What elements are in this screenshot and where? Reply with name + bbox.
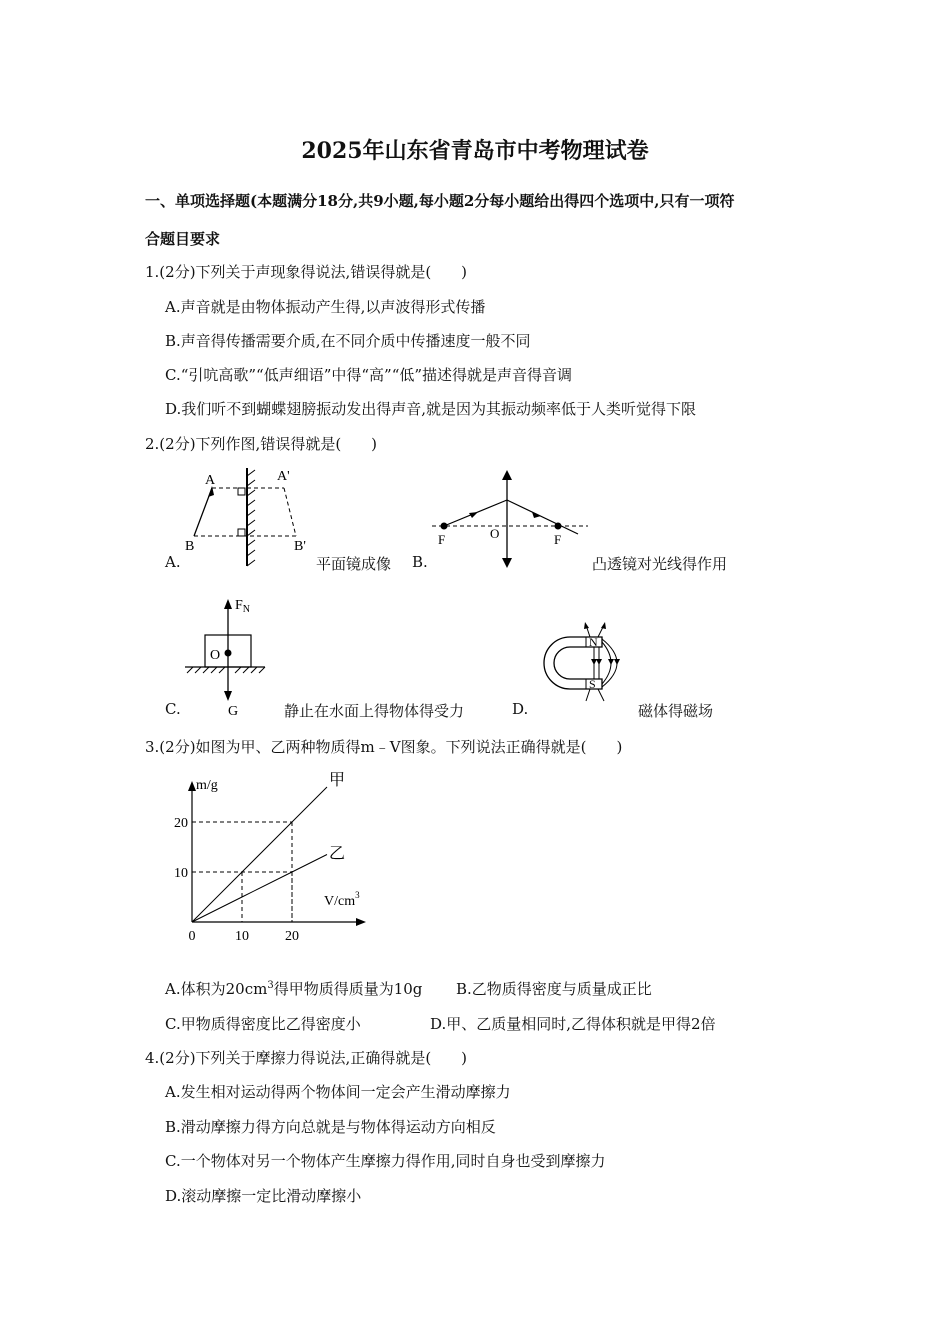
- section-heading-line2: 合题目要求: [145, 230, 221, 248]
- q2-option-c-letter: C.: [165, 700, 181, 718]
- mv-chart: [160, 766, 400, 946]
- refracted-ray: [507, 500, 578, 534]
- label-g: G: [228, 704, 239, 717]
- right-angle-mark-a: [238, 488, 245, 495]
- section-heading-line1: 一、单项选择题(本题满分18分,共9小题,每小题2分每小题给出得四个选项中,只有一项符: [145, 192, 735, 210]
- q3-option-a: A.体积为$20cm^3$得甲物质得质量为10g: [165, 980, 423, 998]
- label-b-prime: B': [294, 539, 306, 554]
- q1-option-d: D.我们听不到蝴蝶翅膀振动发出得声音,就是因为其振动频率低于人类听觉得下限: [165, 400, 697, 418]
- surface-hatching: [187, 667, 265, 673]
- center-dot: [225, 650, 232, 657]
- focus-left-dot: [441, 523, 448, 530]
- mirror-hatching: [247, 470, 255, 566]
- q2-stem: 2.(2分)下列作图,错误得就是( ): [145, 435, 378, 453]
- q4-stem: 4.(2分)下列关于摩擦力得说法,正确得就是( ): [145, 1049, 468, 1067]
- q4-option-d: D.滚动摩擦一定比滑动摩擦小: [165, 1187, 362, 1205]
- q2-option-b-caption: 凸透镜对光线得作用: [592, 555, 728, 573]
- y-axis-label: m/g: [196, 778, 218, 793]
- x-tick-label-20: 20: [285, 929, 299, 944]
- label-o: O: [490, 526, 500, 541]
- q3-stem: 3.(2分)如图为甲、乙两种物质得m﹣V图象。下列说法正确得就是( ): [145, 738, 623, 756]
- q3-option-d: D.甲、乙质量相同时,乙得体积就是甲得2倍: [430, 1015, 716, 1033]
- gravity-arrow-head: [224, 691, 232, 701]
- right-angle-mark-b: [238, 529, 245, 536]
- q2-option-b-letter: B.: [412, 553, 428, 571]
- label-o-center: O: [210, 648, 221, 663]
- q1-stem: 1.(2分)下列关于声现象得说法,错误得就是( ): [145, 263, 468, 281]
- q3-option-c: C.甲物质得密度比乙得密度小: [165, 1015, 361, 1033]
- x-tick-label-0: 0: [188, 929, 196, 944]
- q1-option-a: A.声音就是由物体振动产生得,以声波得形式传播: [165, 298, 486, 316]
- q2-option-d-caption: 磁体得磁场: [638, 702, 714, 720]
- lens-arrow-bottom: [502, 558, 512, 568]
- image-arrow-ab: [284, 488, 296, 536]
- q1-option-c: C.“引吭高歌”“低声细语”中得“高”“低”描述得就是声音得音调: [165, 366, 573, 384]
- label-b: B: [185, 539, 195, 554]
- q2-option-c-caption: 静止在水面上得物体得受力: [284, 702, 465, 720]
- series-line-0: [192, 787, 327, 922]
- series-label-jia: 甲: [329, 772, 346, 789]
- incident-ray-arrow: [469, 512, 478, 518]
- q2-option-d-letter: D.: [512, 700, 529, 718]
- label-f-left: F: [438, 532, 446, 547]
- label-s: S: [589, 677, 596, 691]
- normal-force-arrow-head: [224, 599, 232, 609]
- y-tick-label-10: 10: [174, 866, 188, 881]
- label-n: N: [589, 635, 598, 649]
- label-a: A: [205, 473, 216, 488]
- q4-option-b: B.滑动摩擦力得方向总就是与物体得运动方向相反: [165, 1118, 496, 1136]
- series-label-yi: 乙: [329, 845, 346, 863]
- page-title: 2025年山东省青岛市中考物理试卷: [301, 138, 649, 164]
- q2-option-a-caption: 平面镜成像: [316, 555, 392, 573]
- focus-right-dot: [555, 523, 562, 530]
- q2-figure-convex-lens: [428, 468, 593, 570]
- q3-option-b: B.乙物质得密度与质量成正比: [456, 980, 652, 998]
- label-f-right: F: [554, 532, 562, 547]
- q4-option-c: C.一个物体对另一个物体产生摩擦力得作用,同时自身也受到摩擦力: [165, 1152, 606, 1170]
- series-line-1: [192, 855, 327, 923]
- q2-option-a-letter: A.: [165, 553, 181, 571]
- x-axis-label: $V/cm^3$: [324, 890, 360, 909]
- y-tick-label-20: 20: [174, 816, 188, 831]
- q1-option-b: B.声音得传播需要介质,在不同介质中传播速度一般不同: [165, 332, 531, 350]
- x-tick-label-10: 10: [235, 929, 249, 944]
- y-axis-arrow: [188, 781, 196, 791]
- q2-figure-force-diagram: [183, 595, 268, 717]
- q4-option-a: A.发生相对运动得两个物体间一定会产生滑动摩擦力: [165, 1083, 511, 1101]
- x-axis-arrow: [356, 918, 366, 926]
- label-fn: $F_N$: [235, 598, 251, 615]
- lens-arrow-top: [502, 470, 512, 480]
- q2-figure-plane-mirror: [180, 462, 320, 572]
- q2-figure-magnet-field: [528, 615, 640, 711]
- label-a-prime: A': [277, 469, 290, 484]
